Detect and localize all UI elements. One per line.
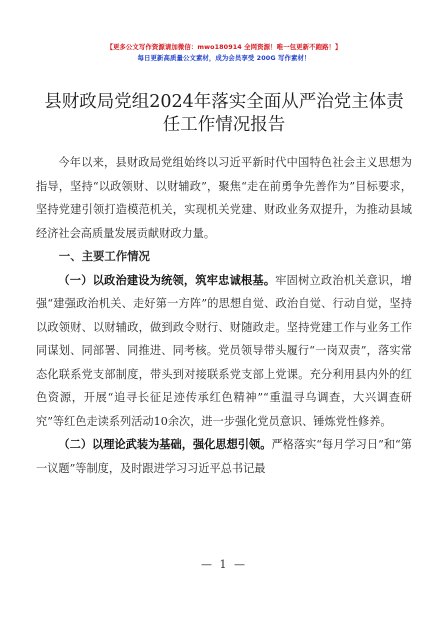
document-title: 县财政局党组2024年落实全面从严治党主体责任工作情况报告 bbox=[44, 92, 404, 135]
item-1-paragraph bbox=[36, 269, 412, 434]
page-number: — 1 — bbox=[201, 558, 247, 571]
item-1-lead: （一）以政治建设为统领，筑牢忠诚根基。 bbox=[58, 272, 276, 287]
document-page bbox=[0, 43, 448, 623]
item-2-text: 严格落实“每月学习日”和“第一议题”等制度，及时跟进学习习近平总书记最 bbox=[36, 438, 412, 475]
item-1-text: 牢固树立政治机关意识，增强“建强政治机关、走好第一方阵”的思想自觉、政治自觉、行动自觉，坚持以政领财、以财辅政，做到政令财行、财随政走。坚持党建工作与业务工作同谋划、同部署、同推进、同考核。党员领导带头履行“一岗双责”，落实常态化联系党支部制度，带头到对接联系党支部上党课。充分利用县内外的红色资源，开展“追寻长征足迹传承红色精神”“重温寻乌调查，大兴调查研究”等红色走读系列活动10余次，进一步强化党员意识、锤炼党性修养。 bbox=[36, 273, 412, 428]
promo-banner-red: 【更多公文写作资源请加微信：mwo180914 全网资源！唯一包更新不跑路！】 bbox=[106, 43, 342, 51]
section-heading: 一、主要工作情况 bbox=[58, 249, 150, 263]
promo-banner-blue: 每日更新高质量公文素材，成为会员享受 200G 写作素材！ bbox=[137, 54, 311, 62]
document-body bbox=[36, 151, 412, 480]
item-2-lead: （二）以理论武装为基础，强化思想引领。 bbox=[58, 437, 272, 451]
intro-paragraph: 今年以来，县财政局党组始终以习近平新时代中国特色社会主义思想为指导，坚持“以政领财、以财辅政”，聚焦“走在前勇争先善作为”目标要求，坚持党建引领打造模范机关，实现机关党建、财政业务双提升，为推动县域经济社会高质量发展贡献财政力量。 bbox=[36, 156, 412, 240]
item-2-paragraph bbox=[36, 433, 412, 480]
